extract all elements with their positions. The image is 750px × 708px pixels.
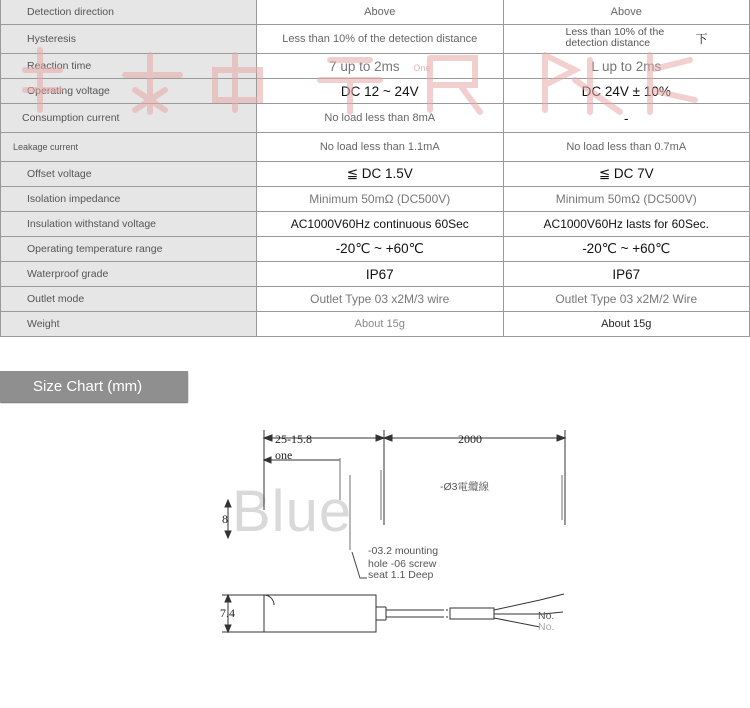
table-row: [1, 104, 750, 133]
model-1-value: 7 up to 2ms: [329, 58, 400, 74]
row-label: Detection direction: [1, 0, 257, 25]
row-label: Insulation withstand voltage: [1, 212, 257, 237]
model-2-value: AC1000V60Hz lasts for 60Sec.: [503, 212, 750, 237]
blue-watermark: Blue: [232, 479, 353, 544]
row-label: Reaction time: [1, 54, 257, 79]
dim-top-left-sub: one: [275, 448, 293, 462]
model-2-value: About 15g: [503, 312, 750, 337]
sensor-top-view: [340, 458, 562, 550]
row-label: Consumption current: [1, 104, 257, 133]
hysteresis-mark: 下: [695, 32, 708, 46]
dim-top-left: 25-15.8: [275, 432, 312, 446]
model-2-value: Outlet Type 03 x2M/2 Wire: [503, 287, 750, 312]
wire-label-1: No.: [538, 610, 555, 622]
model-1-value: AC1000V60Hz continuous 60Sec: [257, 212, 504, 237]
row-label: Leakage current: [1, 133, 257, 162]
wire-label-2: No.: [538, 621, 555, 633]
sensor-side-view: [222, 594, 564, 632]
table-row: [1, 79, 750, 104]
model-2-value: -20℃ ~ +60℃: [503, 237, 750, 262]
model-2-value: Minimum 50mΩ (DC500V): [503, 187, 750, 212]
row-label: Hysteresis: [1, 25, 257, 54]
model-2-value: DC 24V ± 10%: [503, 79, 750, 104]
model-1-value: No load less than 1.1mA: [257, 133, 504, 162]
model-1-value: Minimum 50mΩ (DC500V): [257, 187, 504, 212]
mount-note-2: hole -06 screw: [368, 558, 437, 570]
model-1-value: Less than 10% of the detection distance: [257, 25, 504, 54]
dimension-drawing: [210, 420, 590, 650]
specifications-table: [0, 0, 750, 337]
cable-label: -Ø3電纜線: [440, 481, 490, 493]
row-label: Operating voltage: [1, 79, 257, 104]
model-2-value: IP67: [503, 262, 750, 287]
table-row: [1, 187, 750, 212]
mounting-leader: [352, 552, 367, 578]
table-row: [1, 25, 750, 54]
model-1-value: ≦ DC 1.5V: [257, 162, 504, 187]
model-2-cell: [503, 25, 750, 54]
size-chart-banner: [0, 371, 188, 402]
row-label: Offset voltage: [1, 162, 257, 187]
model-1-extra: One: [413, 62, 431, 73]
row-label: Weight: [1, 312, 257, 337]
dim-height: 8: [222, 512, 228, 526]
model-1-value: -20℃ ~ +60℃: [257, 237, 504, 262]
table-row: [1, 237, 750, 262]
model-2-value: Above: [503, 0, 750, 25]
table-row: [1, 312, 750, 337]
row-label: Operating temperature range: [1, 237, 257, 262]
model-1-value: About 15g: [257, 312, 504, 337]
model-2-value: ≦ DC 7V: [503, 162, 750, 187]
table-row: [1, 133, 750, 162]
table-row: [1, 212, 750, 237]
model-2-value: L up to 2ms: [503, 54, 750, 79]
table-row: [1, 54, 750, 79]
row-label: Outlet mode: [1, 287, 257, 312]
table-row: [1, 262, 750, 287]
model-2-value: Less than 10% of the detection distance: [565, 26, 665, 49]
model-1-value: Above: [257, 0, 504, 25]
row-label: Waterproof grade: [1, 262, 257, 287]
model-1-value: Outlet Type 03 x2M/3 wire: [257, 287, 504, 312]
model-1-value: No load less than 8mA: [257, 104, 504, 133]
table-row: [1, 0, 750, 25]
model-1-value: DC 12 ~ 24V: [257, 79, 504, 104]
dim-side-height: 7.4: [220, 606, 235, 620]
mount-note-3: seat 1.1 Deep: [368, 569, 434, 581]
model-2-value: -: [503, 104, 750, 133]
table-row: [1, 162, 750, 187]
size-chart-title: Size Chart (mm): [33, 378, 143, 395]
model-2-value: No load less than 0.7mA: [503, 133, 750, 162]
dim-cable-length: 2000: [458, 432, 482, 446]
table-row: [1, 287, 750, 312]
mount-note-1: -03.2 mounting: [368, 545, 439, 557]
row-label: Isolation impedance: [1, 187, 257, 212]
model-1-cell: [257, 54, 504, 79]
model-1-value: IP67: [257, 262, 504, 287]
